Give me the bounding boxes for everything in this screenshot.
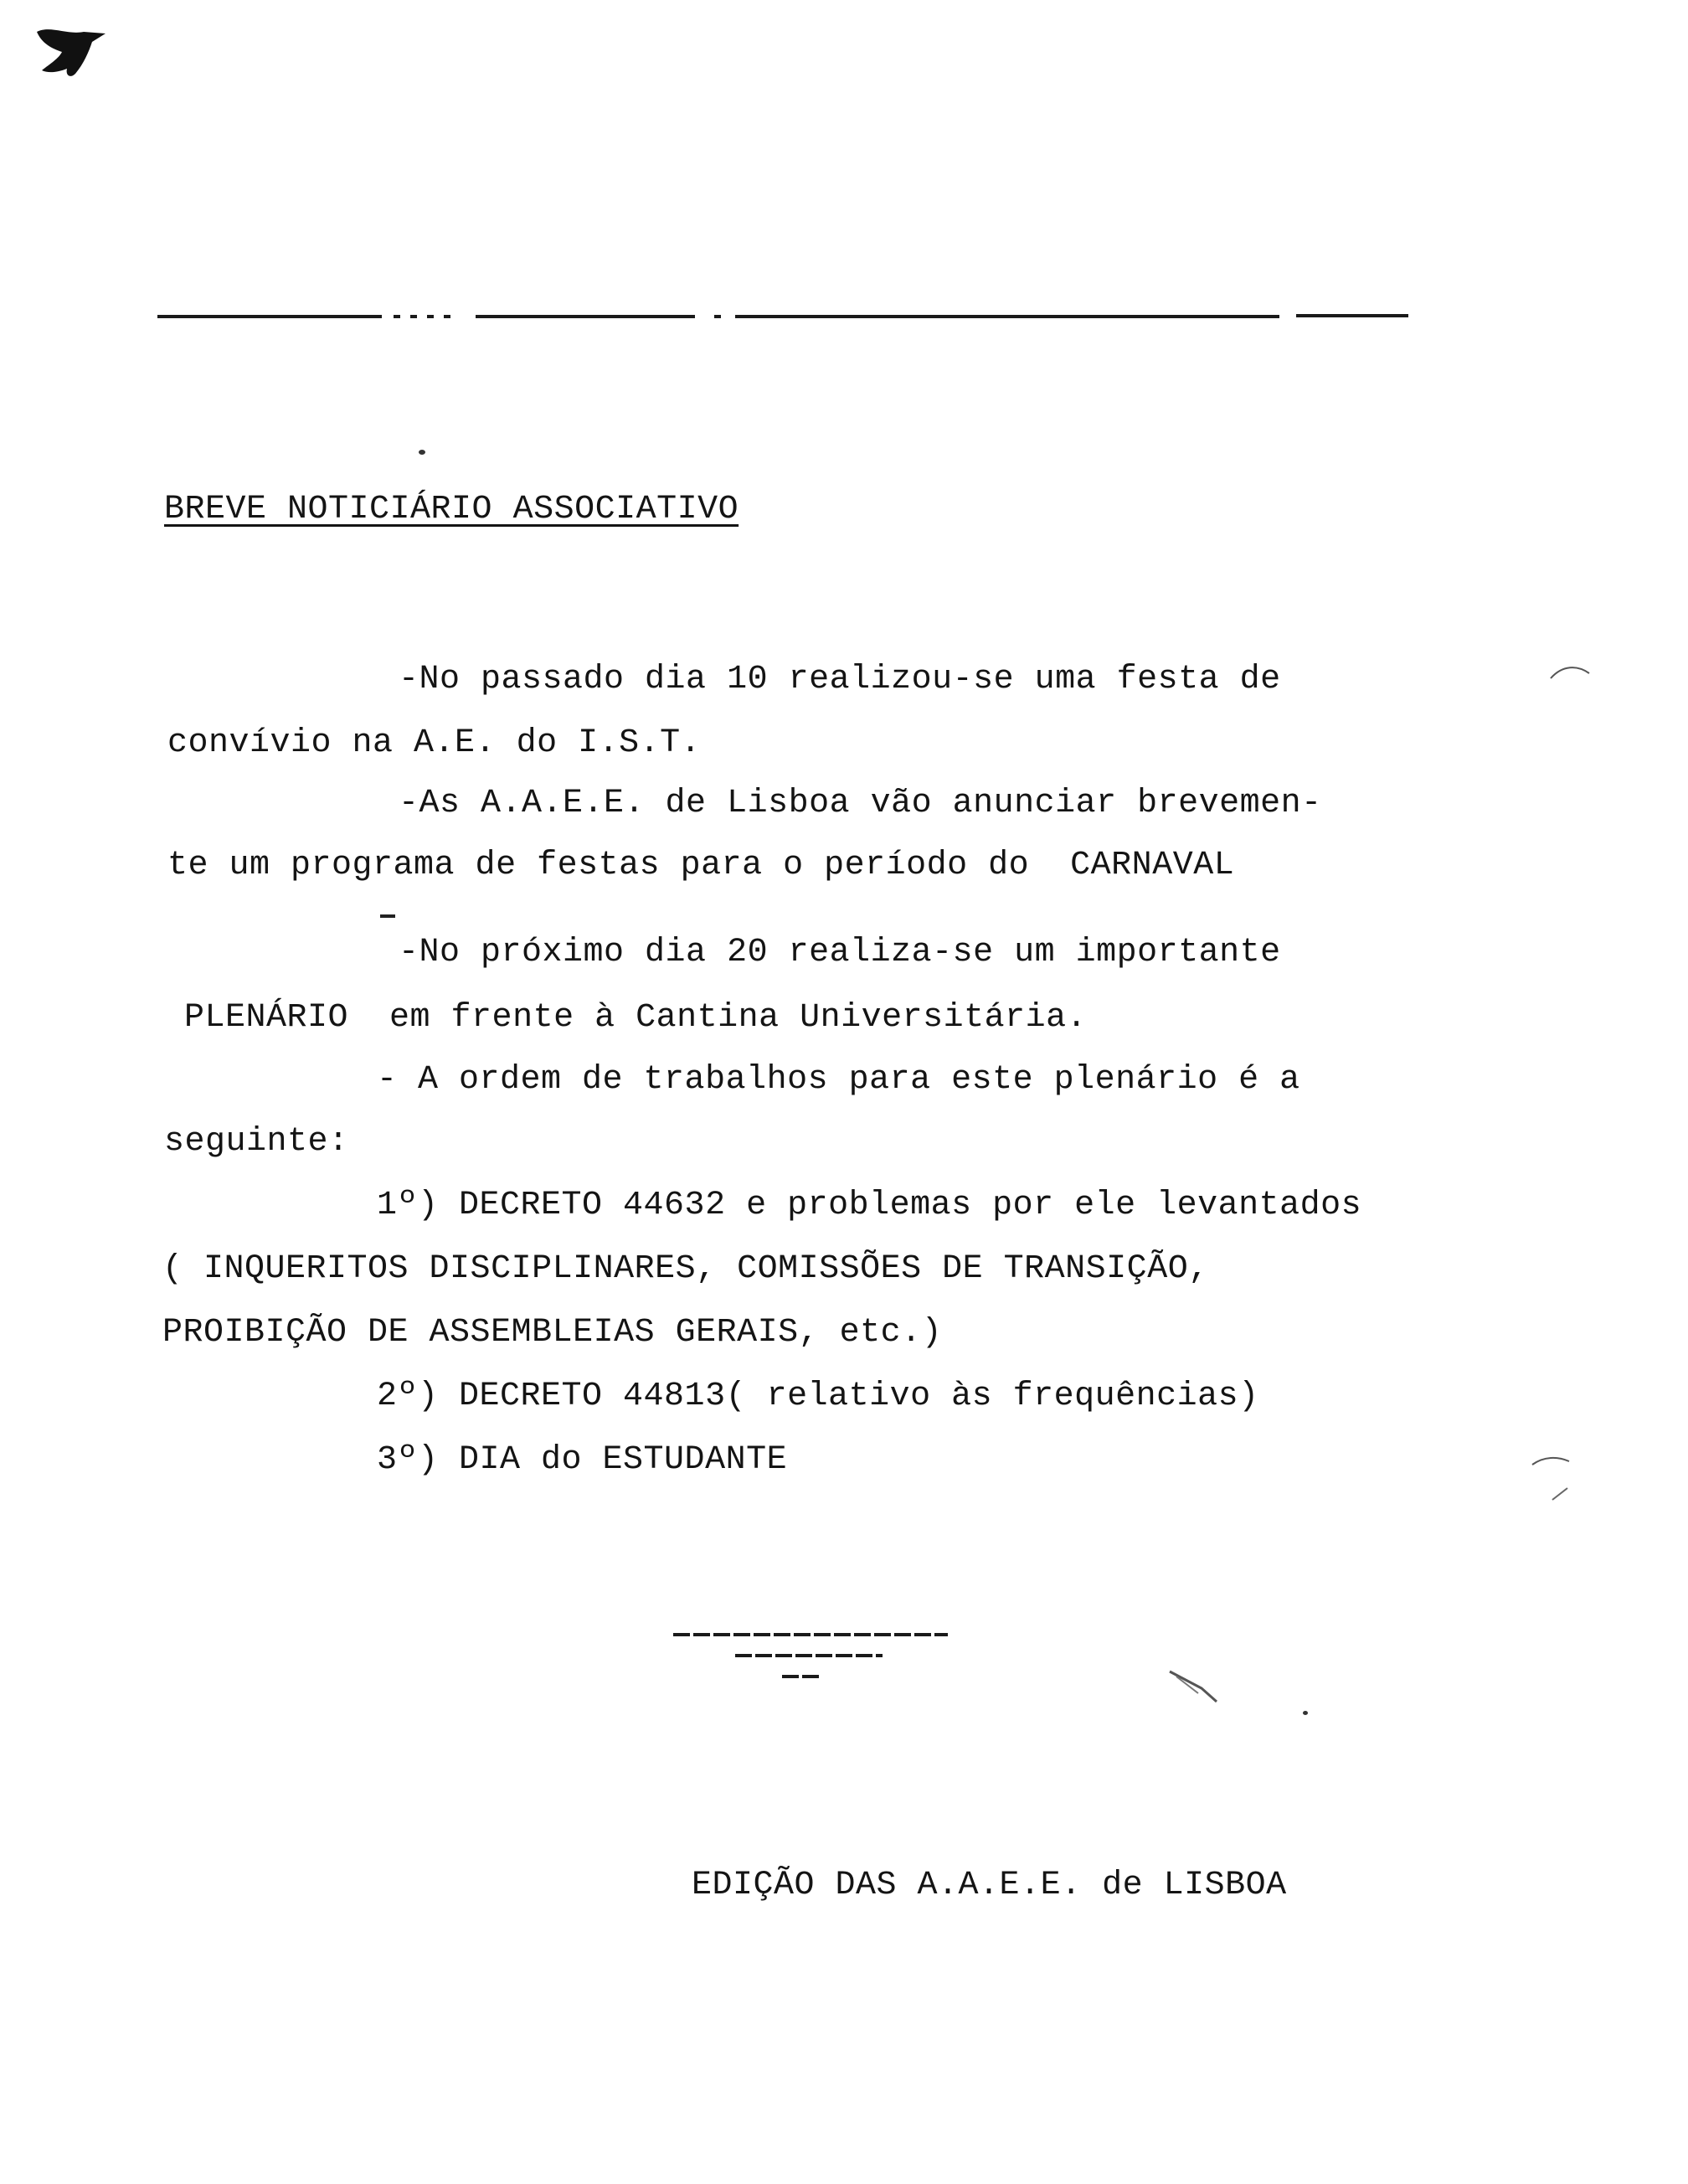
paragraph-2-line-1: -As A.A.E.E. de Lisboa vão anunciar brevemen- [399, 785, 1322, 822]
agenda-item-2: 2º) DECRETO 44813( relativo às frequências) [377, 1378, 1259, 1415]
paragraph-1-line-1: -No passado dia 10 realizou-se uma festa de [399, 661, 1281, 698]
margin-mark [1549, 662, 1591, 682]
paragraph-4-line-2: seguinte: [164, 1123, 349, 1161]
ink-speck [1303, 1711, 1308, 1715]
paragraph-1-line-2: convívio na A.E. do I.S.T. [167, 724, 702, 762]
agenda-item-3: 3º) DIA do ESTUDANTE [377, 1441, 788, 1479]
document-heading: BREVE NOTICIÁRIO ASSOCIATIVO [164, 491, 739, 528]
agenda-item-1-line-3: PROIBIÇÃO DE ASSEMBLEIAS GERAIS, etc.) [162, 1314, 943, 1352]
footer-edition: EDIÇÃO DAS A.A.E.E. de LISBOA [692, 1867, 1287, 1904]
closing-dashes-row-2 [735, 1654, 883, 1657]
paragraph-3-line-2: PLENÁRIO em frente à Cantina Universitária. [184, 999, 1088, 1037]
margin-mark [1531, 1453, 1572, 1503]
ink-smudge-mark [1168, 1668, 1218, 1708]
paragraph-3-line-1: -No próximo dia 20 realiza-se um importante [399, 934, 1281, 971]
closing-dashes-row-3 [782, 1675, 819, 1678]
agenda-item-1-line-2: ( INQUERITOS DISCIPLINARES, COMISSÕES DE TRANSIÇÃO, [162, 1250, 1209, 1288]
closing-dashes-row-1 [673, 1633, 948, 1636]
paragraph-2-line-2: te um programa de festas para o período do CARNAVAL [167, 847, 1235, 884]
paragraph-4-line-1: - A ordem de trabalhos para este plenário é a [377, 1061, 1300, 1099]
ink-speck [419, 450, 425, 455]
horizontal-rule [157, 312, 1408, 322]
stray-dash [380, 914, 395, 918]
ink-blot-mark [33, 23, 109, 82]
agenda-item-1-line-1: 1º) DECRETO 44632 e problemas por ele levantados [377, 1187, 1362, 1224]
